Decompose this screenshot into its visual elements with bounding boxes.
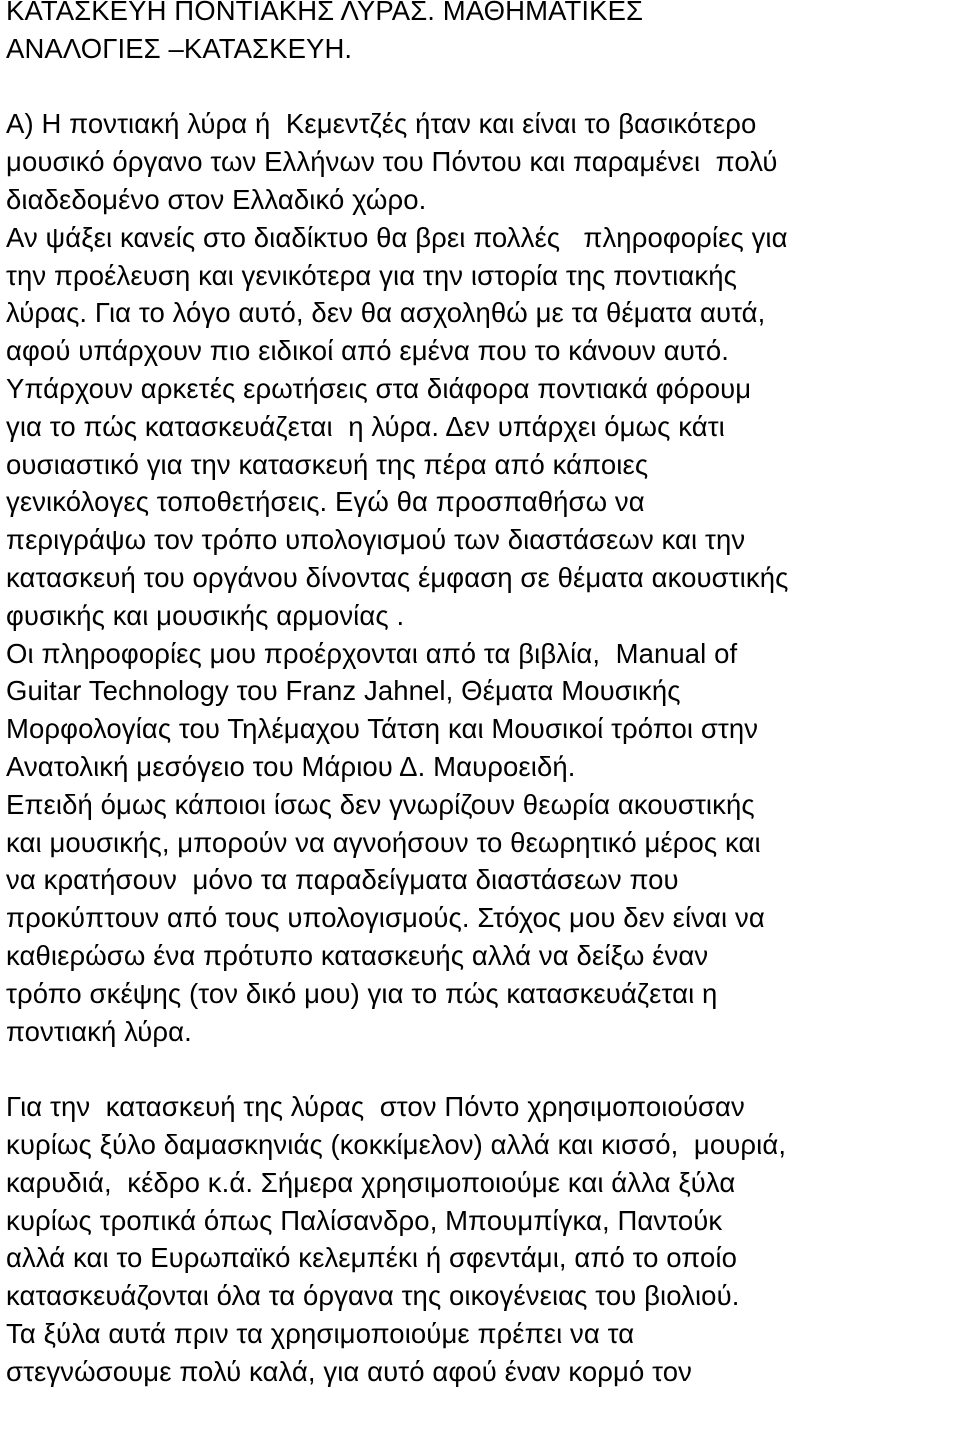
text-line: για το πώς κατασκευάζεται η λύρα. Δεν υπάρχει όμως κάτι — [6, 410, 725, 442]
section-a-paragraph — [6, 105, 960, 1050]
text-line: γενικόλογες τοποθετήσεις. Εγώ θα προσπαθήσω να — [6, 486, 645, 518]
text-line: να κρατήσουν μόνο τα παραδείγματα διαστάσεων που — [6, 864, 679, 896]
text-line: μουσικό όργανο των Ελλήνων του Πόντου και παραμένει πολύ — [6, 146, 778, 178]
text-line: και μουσικής, μπορούν να αγνοήσουν το θεωρητικό μέρος και — [6, 826, 761, 858]
blank-line — [6, 68, 960, 106]
text-line: την προέλευση και γενικότερα για την ιστορία της ποντιακής — [6, 259, 737, 291]
text-line: φυσικής και μουσικής αρμονίας . — [6, 599, 405, 631]
text-line: προκύπτουν από τους υπολογισμούς. Στόχος μου δεν είναι να — [6, 902, 765, 934]
text-line: καρυδιά, κέδρο κ.ά. Σήμερα χρησιμοποιούμε και άλλα ξύλα — [6, 1166, 736, 1198]
text-line: κατασκευή του οργάνου δίνοντας έμφαση σε θέματα ακουστικής — [6, 561, 789, 593]
text-line: ποντιακή λύρα. — [6, 1015, 192, 1047]
text-line: αφού υπάρχουν πιο ειδικοί από εμένα που το κάνουν αυτό. — [6, 335, 729, 367]
text-line: Guitar Technology του Franz Jahnel, Θέματα Μουσικής — [6, 675, 681, 707]
text-line: περιγράψω τον τρόπο υπολογισμού των διαστάσεων και την — [6, 524, 746, 556]
text-line: καθιερώσω ένα πρότυπο κατασκευής αλλά να δείξω έναν — [6, 939, 709, 971]
materials-paragraph — [6, 1088, 960, 1390]
text-line: Οι πληροφορίες μου προέρχονται από τα βιβλία, Manual of — [6, 637, 738, 669]
text-line: Τα ξύλα αυτά πριν τα χρησιμοποιούμε πρέπει να τα — [6, 1317, 635, 1349]
text-line: διαδεδομένο στον Ελλαδικό χώρο. — [6, 183, 427, 215]
text-line: κατασκευάζονται όλα τα όργανα της οικογένειας του βιολιού. — [6, 1280, 740, 1312]
text-line: κυρίως τροπικά όπως Παλίσανδρο, Μπουμπίγκα, Παντούκ — [6, 1204, 723, 1236]
document-title — [6, 0, 960, 68]
text-line: Ανατολική μεσόγειο του Μάριου Δ. Μαυροειδή. — [6, 750, 576, 782]
text-line: Επειδή όμως κάποιοι ίσως δεν γνωρίζουν θεωρία ακουστικής — [6, 788, 755, 820]
text-line: Αν ψάξει κανείς στο διαδίκτυο θα βρει πολλές πληροφορίες για — [6, 221, 788, 253]
text-line: Υπάρχουν αρκετές ερωτήσεις στα διάφορα ποντιακά φόρουμ — [6, 372, 752, 404]
text-line: Α) Η ποντιακή λύρα ή Κεμεντζές ήταν και είναι το βασικότερο — [6, 108, 757, 140]
title-line: ΑΝΑΛΟΓΙΕΣ –ΚΑΤΑΣΚΕΥΗ. — [6, 32, 353, 64]
text-line: τρόπο σκέψης (τον δικό μου) για το πώς κατασκευάζεται η — [6, 977, 718, 1009]
text-line: αλλά και το Ευρωπαϊκό κελεμπέκι ή σφεντάμι, από το οποίο — [6, 1242, 737, 1274]
text-line: στεγνώσουμε πολύ καλά, για αυτό αφού έναν κορμό τον — [6, 1355, 692, 1387]
text-line: Μορφολογίας του Τηλέμαχου Τάτση και Μουσικοί τρόποι στην — [6, 713, 759, 745]
title-line: ΚΑΤΑΣΚΕΥΗ ΠΟΝΤΙΑΚΗΣ ΛΥΡΑΣ. ΜΑΘΗΜΑΤΙΚΕΣ — [6, 0, 644, 26]
blank-line — [6, 1050, 960, 1088]
document-page — [6, 0, 960, 1390]
text-line: κυρίως ξύλο δαμασκηνιάς (κοκκίμελον) αλλά και κισσό, μουριά, — [6, 1128, 787, 1160]
text-line: λύρας. Για το λόγο αυτό, δεν θα ασχοληθώ με τα θέματα αυτά, — [6, 297, 766, 329]
text-line: Για την κατασκευή της λύρας στον Πόντο χρησιμοποιούσαν — [6, 1091, 745, 1123]
text-line: ουσιαστικό για την κατασκευή της πέρα από κάποιες — [6, 448, 649, 480]
